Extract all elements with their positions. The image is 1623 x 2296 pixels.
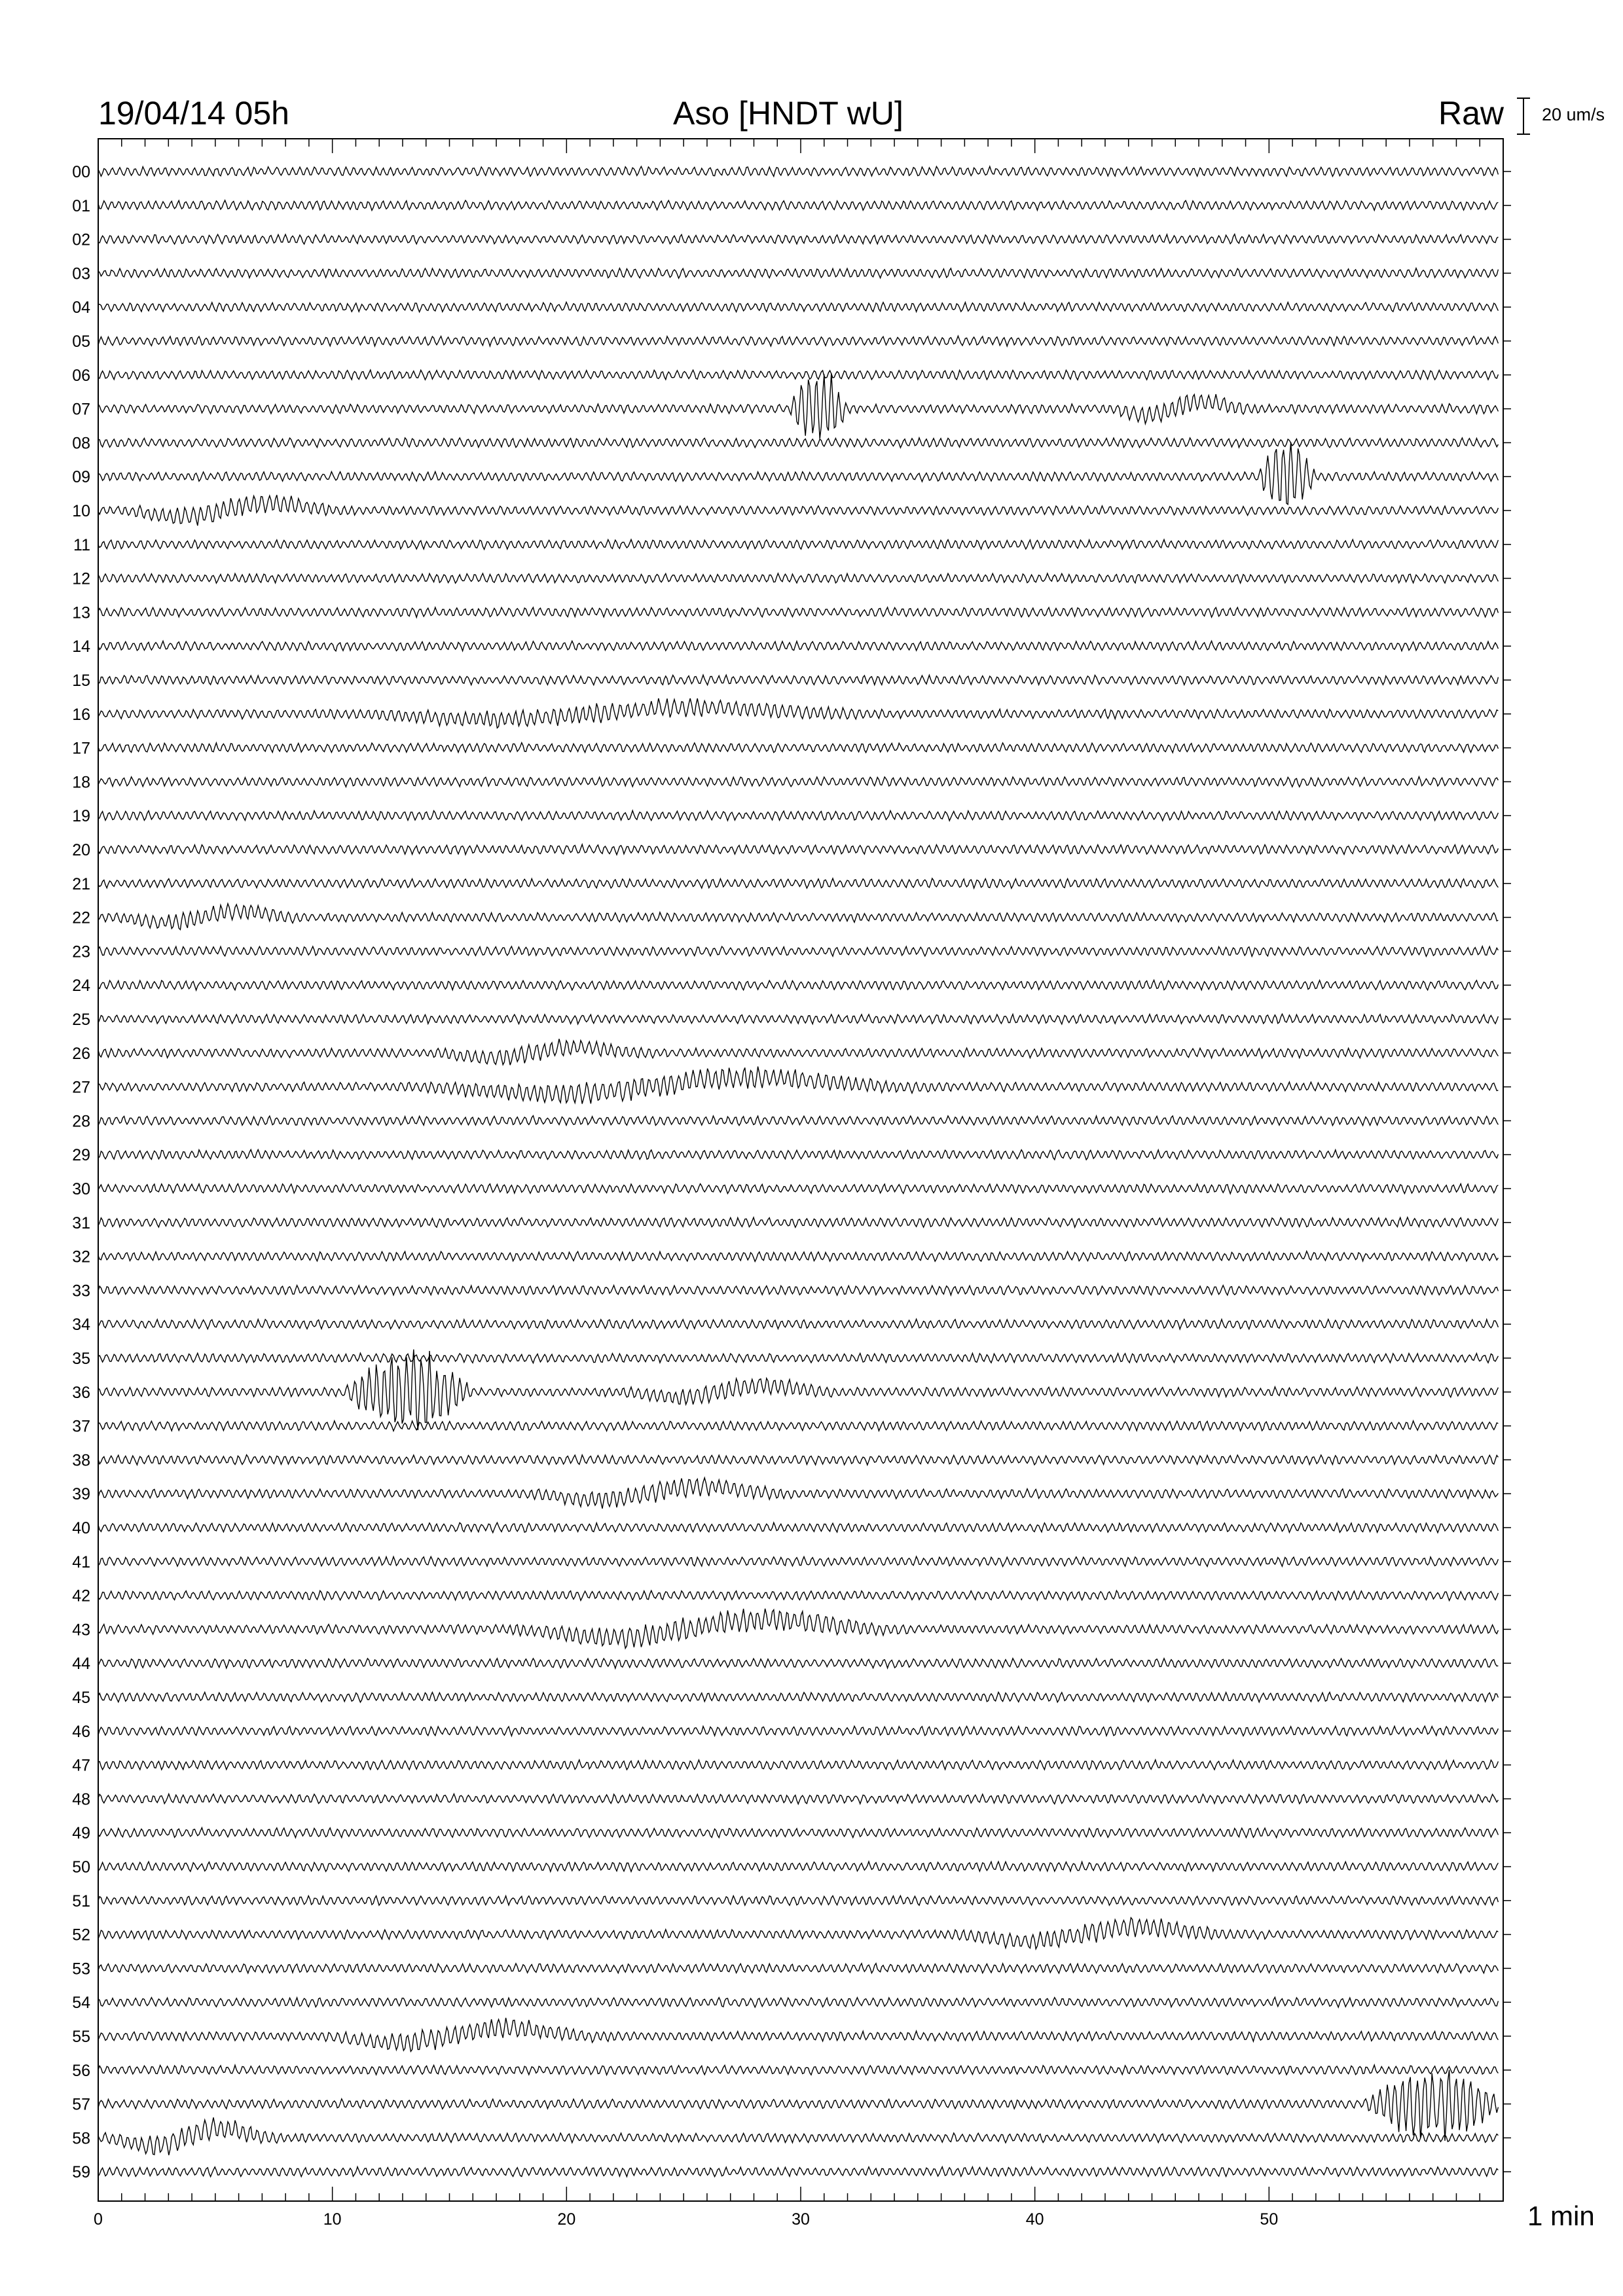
row-label-36: 36 [72,1383,90,1402]
row-label-23: 23 [72,942,90,961]
row-label-11: 11 [73,535,90,554]
row-label-30: 30 [72,1180,90,1198]
row-label-54: 54 [72,1994,90,2013]
trace-15 [98,675,1498,685]
trace-43 [98,1609,1498,1649]
trace-00 [98,166,1498,176]
trace-18 [98,777,1498,787]
trace-28 [98,1116,1498,1126]
scale-label: 20 um/s [1542,105,1605,124]
trace-17 [98,743,1498,753]
row-label-02: 02 [72,230,90,249]
row-label-26: 26 [72,1044,90,1063]
trace-58 [98,2117,1498,2155]
row-label-06: 06 [72,366,90,385]
trace-37 [98,1421,1498,1431]
trace-21 [98,878,1498,888]
row-label-39: 39 [72,1485,90,1504]
row-label-04: 04 [72,298,90,317]
row-label-28: 28 [72,1112,90,1131]
row-label-49: 49 [72,1824,90,1843]
row-label-56: 56 [72,2061,90,2080]
trace-13 [98,607,1498,617]
trace-57 [98,2070,1498,2141]
row-label-37: 37 [72,1417,90,1436]
trace-19 [98,811,1498,821]
row-label-01: 01 [72,196,90,215]
row-label-48: 48 [72,1790,90,1809]
x-tick-label-0: 0 [94,2210,103,2229]
row-label-00: 00 [72,163,90,181]
x-tick-label-30: 30 [792,2210,810,2229]
row-label-19: 19 [72,807,90,826]
trace-48 [98,1794,1498,1804]
trace-08 [98,438,1498,448]
trace-27 [98,1067,1498,1104]
trace-36 [98,1350,1498,1430]
x-axis-label: 1 min [1527,2200,1595,2231]
row-label-35: 35 [72,1350,90,1368]
trace-56 [98,2065,1498,2075]
trace-53 [98,1964,1498,1973]
row-label-59: 59 [72,2163,90,2182]
trace-14 [98,641,1498,651]
trace-33 [98,1285,1498,1295]
trace-52 [98,1918,1498,1949]
row-label-18: 18 [72,773,90,792]
row-label-45: 45 [72,1689,90,1707]
row-label-40: 40 [72,1519,90,1537]
trace-59 [98,2167,1498,2177]
trace-47 [98,1760,1498,1770]
trace-40 [98,1522,1498,1532]
trace-02 [98,234,1498,244]
trace-29 [98,1150,1498,1160]
x-tick-label-20: 20 [557,2210,576,2229]
row-label-47: 47 [72,1756,90,1775]
trace-44 [98,1659,1498,1668]
mode-label: Raw [1438,95,1504,132]
trace-09 [98,442,1498,504]
trace-32 [98,1251,1498,1262]
row-label-09: 09 [72,468,90,487]
trace-34 [98,1319,1498,1329]
trace-01 [98,200,1498,210]
row-label-17: 17 [72,739,90,758]
trace-41 [98,1556,1498,1566]
row-label-57: 57 [72,2095,90,2114]
trace-45 [98,1693,1498,1702]
trace-38 [98,1455,1498,1465]
row-label-03: 03 [72,264,90,283]
trace-35 [98,1353,1498,1363]
trace-24 [98,980,1498,990]
row-label-43: 43 [72,1621,90,1640]
trace-03 [98,268,1498,278]
row-label-13: 13 [72,603,90,622]
station-title: Aso [HNDT wU] [673,95,903,132]
row-label-16: 16 [72,705,90,724]
row-label-24: 24 [72,977,90,996]
row-label-58: 58 [72,2129,90,2148]
trace-22 [98,904,1498,930]
row-label-31: 31 [72,1213,90,1232]
row-label-46: 46 [72,1722,90,1741]
x-tick-label-40: 40 [1025,2210,1044,2229]
row-label-44: 44 [72,1655,90,1674]
row-label-52: 52 [72,1926,90,1945]
row-label-15: 15 [72,672,90,690]
row-label-41: 41 [72,1552,90,1571]
trace-54 [98,1998,1498,2007]
row-label-07: 07 [72,400,90,419]
row-label-38: 38 [72,1451,90,1470]
trace-30 [98,1184,1498,1194]
plot-border [98,139,1503,2201]
trace-07 [98,373,1498,439]
row-label-51: 51 [72,1892,90,1910]
row-label-25: 25 [72,1011,90,1029]
trace-39 [98,1478,1498,1509]
row-label-50: 50 [72,1858,90,1876]
row-label-32: 32 [72,1247,90,1266]
row-label-20: 20 [72,841,90,859]
trace-25 [98,1014,1498,1024]
row-label-27: 27 [72,1078,90,1097]
row-label-34: 34 [72,1316,90,1335]
row-label-12: 12 [72,569,90,588]
x-tick-label-50: 50 [1260,2210,1279,2229]
trace-31 [98,1217,1498,1227]
axis-labels [72,163,1278,2229]
trace-11 [98,539,1498,549]
datetime-label: 19/04/14 05h [98,95,289,132]
row-label-33: 33 [72,1282,90,1300]
trace-20 [98,844,1498,855]
row-label-22: 22 [72,908,90,927]
trace-06 [98,370,1498,380]
trace-05 [98,336,1498,346]
row-label-14: 14 [72,637,90,656]
trace-16 [98,698,1498,728]
trace-26 [98,1039,1498,1065]
row-label-05: 05 [72,332,90,351]
trace-50 [98,1861,1498,1871]
row-label-10: 10 [72,502,90,520]
row-label-55: 55 [72,2028,90,2046]
row-label-53: 53 [72,1960,90,1979]
trace-46 [98,1726,1498,1736]
row-label-21: 21 [72,874,90,893]
row-label-08: 08 [72,434,90,453]
trace-04 [98,302,1498,312]
trace-55 [98,2018,1498,2051]
x-tick-label-10: 10 [323,2210,342,2229]
trace-group [98,166,1498,2176]
trace-51 [98,1896,1498,1906]
trace-49 [98,1828,1498,1838]
trace-23 [98,946,1498,956]
row-label-29: 29 [72,1146,90,1165]
row-label-42: 42 [72,1587,90,1605]
trace-42 [98,1590,1498,1600]
trace-12 [98,573,1498,583]
